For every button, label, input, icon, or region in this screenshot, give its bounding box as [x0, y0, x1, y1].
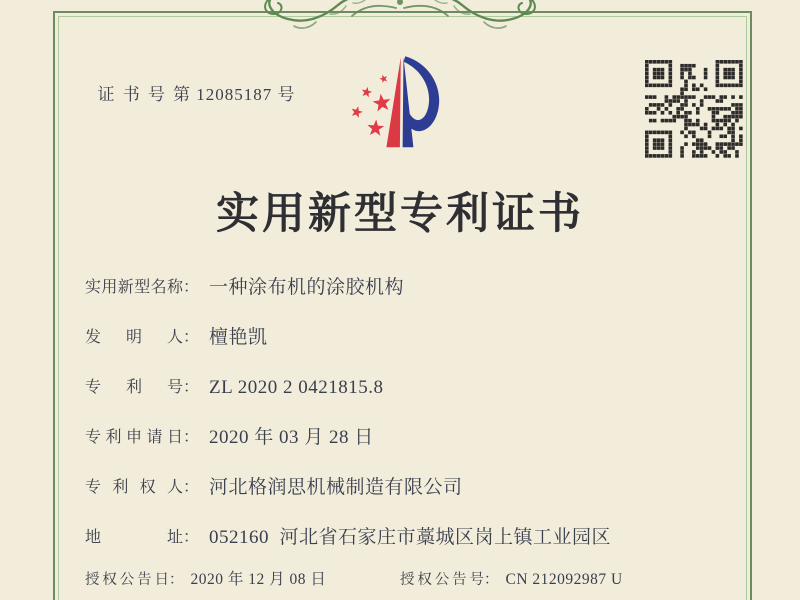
field-label: 实用新型名称 [85, 279, 183, 296]
field-value: 檀艳凯 [209, 327, 268, 348]
field-value: 河北格润思机械制造有限公司 [209, 477, 463, 498]
cnipa-patent-logo-icon [336, 42, 462, 166]
field-colon: ： [183, 379, 200, 396]
field-row-filing-date [85, 426, 611, 476]
field-label: 专利号 [85, 379, 183, 396]
scroll-flourish-icon [250, 0, 550, 35]
field-colon: ： [183, 279, 200, 296]
field-colon: ： [484, 572, 499, 588]
field-value: 一种涂布机的涂胶机构 [209, 277, 405, 298]
certificate-number-label: 证 书 号 [97, 85, 167, 104]
field-colon: ： [183, 329, 200, 346]
certificate-fields [85, 276, 611, 576]
field-row-patent-number [85, 376, 611, 426]
field-value: 052160 河北省石家庄市藁城区岗上镇工业园区 [209, 527, 612, 548]
field-colon: ： [183, 479, 200, 496]
field-label: 发明人 [85, 329, 183, 346]
qr-code [645, 60, 743, 158]
field-label: 专利权人 [85, 479, 183, 496]
field-row-utility-model-name [85, 276, 611, 326]
certificate-number [85, 60, 296, 105]
field-label: 地址 [85, 529, 183, 546]
field-label: 授权公告号 [400, 572, 484, 588]
field-row-grant-date [85, 570, 326, 590]
field-value: CN 212092987 U [505, 571, 623, 588]
field-value: 2020 年 12 月 08 日 [190, 571, 327, 588]
field-colon: ： [183, 429, 200, 446]
field-colon: ： [183, 529, 200, 546]
field-colon: ： [169, 572, 184, 588]
field-label: 授权公告日 [85, 572, 169, 588]
field-value: 2020 年 03 月 28 日 [209, 427, 374, 448]
certificate-title: 实用新型专利证书 [216, 191, 584, 238]
field-label: 专利申请日 [85, 429, 183, 446]
field-row-address [85, 526, 611, 576]
field-value: ZL 2020 2 0421815.8 [209, 377, 384, 398]
field-row-inventor [85, 326, 611, 376]
field-row-grant-number [400, 570, 623, 590]
field-row-patentee [85, 476, 611, 526]
certificate-number-value: 第 12085187 号 [173, 85, 296, 104]
